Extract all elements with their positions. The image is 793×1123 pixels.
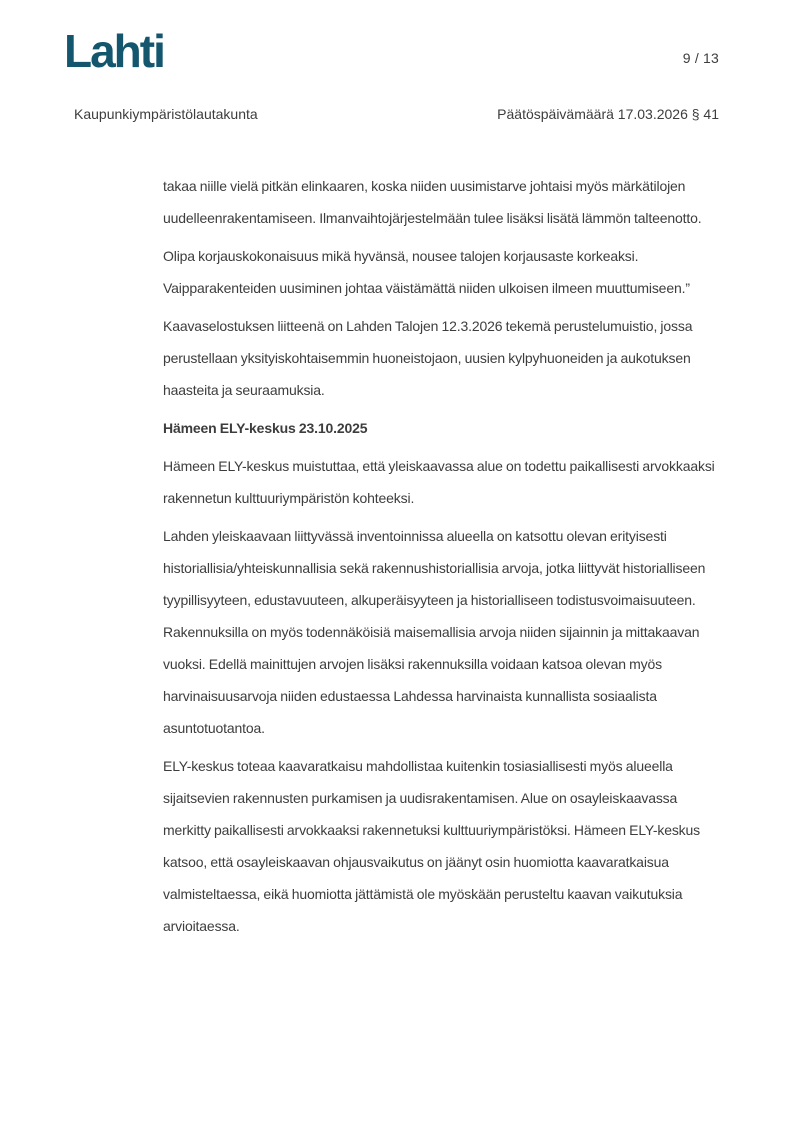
paragraph: Kaavaselostuksen liitteenä on Lahden Talojen 12.3.2026 tekemä perustelumuistio, jossa perustellaan yksityiskohtaisemmin huoneistojaon, uusien kylpyhuoneiden ja aukotuksen haasteita ja seuraamuksia. (163, 318, 693, 398)
document-body (163, 170, 716, 948)
section-heading: Hämeen ELY-keskus 23.10.2025 (163, 420, 368, 436)
paragraph: Hämeen ELY-keskus muistuttaa, että yleiskaavassa alue on todettu paikallisesti arvokkaaksi rakennetun kulttuuriympäristön kohteeksi. (163, 458, 715, 506)
lahti-logo: Lahti (64, 25, 164, 77)
paragraph: ELY-keskus toteaa kaavaratkaisu mahdollistaa kuitenkin tosiasiallisesti myös alueella sijaitsevien rakennusten purkamisen ja uudisrakentamisen. Alue on osayleiskaavassa merkitty paikallisesti arvokkaaksi rakennetuksi kulttuuriympäristöksi. Hämeen ELY-keskus katsoo, että osayleiskaavan ohjausvaikutus on jäänyt osin huomiotta kaavaratkaisua valmisteltaessa, eikä huomiotta jättämistä ole myöskään perusteltu kaavan vaikutuksia arvioitaessa. (163, 758, 701, 934)
decision-date: Päätöspäivämäärä 17.03.2026 § 41 (497, 106, 719, 122)
page-number: 9 / 13 (682, 50, 719, 66)
paragraph: Lahden yleiskaavaan liittyvässä inventoinnissa alueella on katsottu olevan erityisesti historiallisia/yhteiskunnallisia sekä rakennushistoriallisia arvoja, jotka liittyvät historialliseen tyypillisyyteen, edustavuuteen, alkuperäisyyteen ja historialliseen todistusvoimaisuuteen. Rakennuksilla on myös todennäköisiä maisemallisia arvoja niiden sijainnin ja mittakaavan vuoksi. Edellä mainittujen arvojen lisäksi rakennuksilla voidaan katsoa olevan myös harvinaisuusarvoja niiden edustaessa Lahdessa harvinaista kunnallista sosiaalista asuntotuotantoa. (163, 528, 706, 736)
committee-name: Kaupunkiympäristölautakunta (74, 106, 258, 122)
paragraph: Olipa korjauskokonaisuus mikä hyvänsä, nousee talojen korjausaste korkeaksi. Vaipparakenteiden uusiminen johtaa väistämättä niiden ulkoisen ilmeen muuttumiseen.” (163, 248, 690, 296)
document-header (74, 106, 719, 122)
paragraph: takaa niille vielä pitkän elinkaaren, koska niiden uusimistarve johtaisi myös märkätilojen uudelleenrakentamiseen. Ilmanvaihtojärjestelmään tulee lisäksi lisätä lämmön talteenotto. (163, 178, 702, 226)
